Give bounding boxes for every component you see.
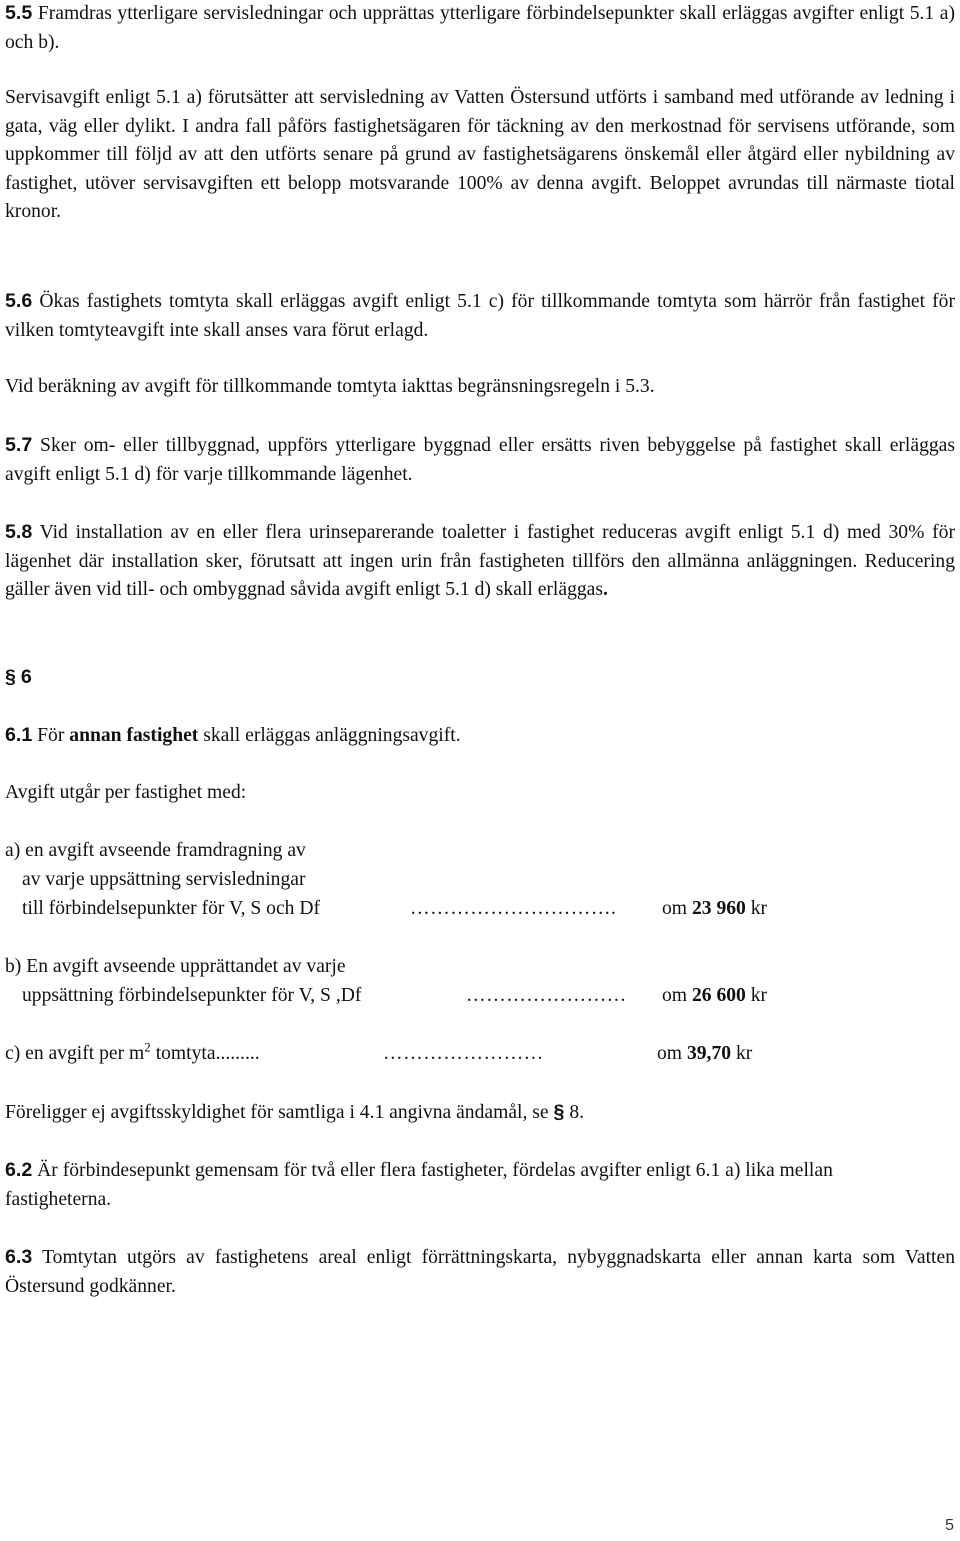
section-number: 5.8 — [5, 521, 33, 543]
fee-b-text: uppsättning förbindelsepunkter för V, S ,Df — [22, 985, 362, 1006]
section-5-6 — [5, 287, 955, 345]
section-number: 6.3 — [5, 1246, 33, 1268]
fee-c-text — [5, 1040, 260, 1069]
fee-a-text: till förbindelsepunkter för V, S och Df — [22, 898, 321, 919]
section-number: 5.5 — [5, 2, 33, 24]
section-6-heading — [5, 663, 955, 693]
fee-b-text: b) En avgift avseende upprättandet av varje — [5, 956, 346, 977]
amount-unit: kr — [750, 985, 768, 1006]
fee-a-text: av varje uppsättning servisledningar — [22, 869, 306, 890]
tomtyta-rule-paragraph — [5, 373, 955, 402]
fee-intro-text: Avgift utgår per fastighet med: — [5, 782, 247, 803]
exemption-note — [5, 1098, 955, 1128]
section-text: Tomtytan utgörs av fastighetens areal enligt förrättningskarta, nybyggnadskarta eller annan karta som Vatten Östersund godkänner. — [5, 1247, 955, 1297]
amount-unit: kr — [735, 1043, 753, 1064]
section-6-3 — [5, 1243, 955, 1301]
amount-value: 23 960 — [691, 898, 746, 919]
superscript: 2 — [144, 1039, 151, 1055]
section-6-number: 6 — [20, 666, 32, 688]
section-6-2 — [5, 1156, 865, 1214]
fee-c-post: tomtyta......... — [155, 1043, 260, 1064]
note-text: Föreligger ej avgiftsskyldighet för samtliga i 4.1 angivna ändamål, se — [5, 1102, 549, 1123]
paragraph-symbol: § — [553, 1101, 565, 1123]
servisavgift-paragraph — [5, 84, 955, 227]
amount-unit: kr — [750, 898, 768, 919]
fee-b-amount — [662, 982, 767, 1011]
paragraph-text: Vid beräkning av avgift för tillkommande tomtyta iakttas begränsningsregeln i 5.3. — [5, 376, 655, 397]
section-text: Framdras ytterligare servisledningar och upprättas ytterligare förbindelsepunkter skall erläggas avgifter enligt 5.1 a) och b). — [5, 3, 955, 53]
section-text-post: skall erläggas anläggningsavgift. — [203, 725, 461, 746]
note-number: 8. — [569, 1102, 585, 1123]
amount-value: 39,70 — [686, 1043, 732, 1064]
section-end: . — [603, 579, 608, 601]
section-text: Är förbindesepunkt gemensam för två eller flera fastigheter, fördelas avgifter enligt 6.1 a) lika mellan fastigheterna. — [5, 1160, 833, 1210]
fee-a-amount — [662, 895, 767, 924]
page-number: 5 — [945, 1517, 954, 1534]
dotted-leader: …………………… — [383, 1043, 544, 1064]
fee-a-line-2 — [5, 866, 955, 895]
section-text: Vid installation av en eller flera urinseparerande toaletter i fastighet reduceras avgift enligt 5.1 d) med 30% för lägenhet där installation sker, förutsatt att ingen urin från fastigheten tillförs den allmänna anläggningen. Reducering gäller även vid till- och ombyggnad såvida avgift enligt 5.1 d) skall erläggas — [5, 522, 956, 601]
section-number: 5.6 — [5, 290, 33, 312]
fee-c-pre: c) en avgift per m — [5, 1043, 145, 1064]
section-text: Ökas fastighets tomtyta skall erläggas avgift enligt 5.1 c) för tillkommande tomtyta som härrör från fastighet för vilken tomtyteavgift inte skall anses vara förut erlagd. — [5, 291, 955, 341]
amount-prefix: om — [657, 1043, 683, 1064]
section-5-7 — [5, 431, 955, 489]
section-text-bold: annan fastighet — [69, 725, 199, 746]
dotted-leader: …………………………. — [410, 898, 617, 919]
section-text-pre: För — [37, 725, 65, 746]
amount-prefix: om — [662, 985, 688, 1006]
section-number: 5.7 — [5, 434, 33, 456]
paragraph-symbol: § — [5, 666, 16, 688]
fee-intro — [5, 779, 955, 808]
fee-a-line-3 — [5, 895, 955, 924]
fee-a-text: a) en avgift avseende framdragning av — [5, 840, 306, 861]
section-5-5 — [5, 0, 955, 57]
section-5-8 — [5, 518, 955, 605]
amount-value: 26 600 — [691, 985, 746, 1006]
amount-prefix: om — [662, 898, 688, 919]
dotted-leader: …………………… — [466, 985, 627, 1006]
fee-b-line-2 — [5, 982, 955, 1011]
section-number: 6.2 — [5, 1159, 33, 1181]
paragraph-text: Servisavgift enligt 5.1 a) förutsätter att servisledning av Vatten Östersund utförts i samband med utförande av ledning i gata, väg eller dylikt. I andra fall påförs fastighetsägaren för täckning av den merkostnad för servisens utförande, som uppkommer till följd av att den utförts senare på grund av fastighetsägarens önskemål eller åtgärd eller nybildning av fastighet, utöver servisavgiften ett belopp motsvarande 100% av denna avgift. Beloppet avrundas till närmaste tiotal kronor. — [5, 87, 955, 223]
fee-a-line-1 — [5, 837, 955, 866]
fee-c-amount — [657, 1040, 752, 1069]
section-number: 6.1 — [5, 724, 33, 746]
fee-b-line-1 — [5, 953, 955, 982]
section-6-1 — [5, 721, 955, 751]
document-page — [5, 0, 955, 1541]
fee-c-line — [5, 1040, 955, 1069]
section-text: Sker om- eller tillbyggnad, uppförs ytterligare byggnad eller ersätts riven bebyggelse på fastighet skall erläggas avgift enligt 5.1 d) för varje tillkommande lägenhet. — [5, 435, 955, 485]
